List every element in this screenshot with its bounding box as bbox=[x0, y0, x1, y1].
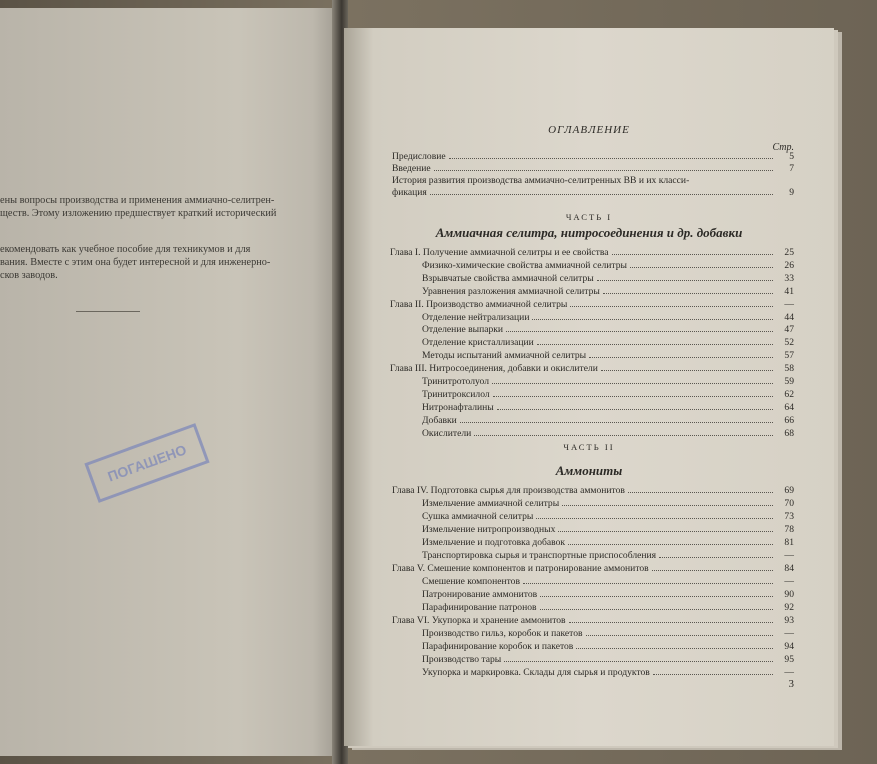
toc-entry-title: Глава V. Смешение компонентов и патронирование аммонитов bbox=[392, 563, 649, 574]
toc-entry-page: 9 bbox=[789, 187, 794, 198]
toc-entry-page: 64 bbox=[784, 401, 794, 413]
toc-entry-page: 7 bbox=[789, 163, 794, 174]
toc-entry-page: 84 bbox=[784, 563, 794, 574]
toc-entry-page: — bbox=[784, 667, 794, 678]
toc-entry-page: 62 bbox=[784, 388, 794, 400]
toc-entry bbox=[390, 246, 794, 259]
dot-leader bbox=[612, 246, 773, 255]
dot-leader bbox=[540, 588, 773, 597]
toc-entry-page: 47 bbox=[784, 324, 794, 336]
toc-entry bbox=[422, 311, 794, 324]
toc-entry-title: Производство тары bbox=[422, 654, 502, 665]
toc-entry-title: Уравнения разложения аммиачной селитры bbox=[422, 285, 600, 297]
toc-entry-page: 57 bbox=[784, 350, 794, 362]
toc-entry bbox=[422, 536, 794, 549]
toc-entry-page: 25 bbox=[784, 247, 794, 258]
dot-leader bbox=[630, 259, 773, 268]
toc-entry-title: Производство гильз, коробок и пакетов bbox=[422, 628, 583, 639]
left-line: ществ. Этому изложению предшествует краткий исторический bbox=[0, 208, 277, 219]
dot-leader bbox=[652, 562, 773, 571]
left-line: вания. Вместе с этим она будет интересной и для инженерно- bbox=[0, 257, 271, 268]
toc-entry-page: 95 bbox=[784, 654, 794, 665]
dot-leader bbox=[562, 497, 773, 506]
dot-leader bbox=[597, 272, 773, 281]
page-number: 3 bbox=[788, 678, 794, 690]
dot-leader bbox=[460, 414, 773, 423]
toc-entry bbox=[422, 510, 794, 523]
toc-entry bbox=[422, 497, 794, 510]
toc-entry bbox=[422, 388, 794, 401]
divider-rule bbox=[76, 311, 140, 312]
left-page-text bbox=[0, 194, 330, 282]
dot-leader bbox=[653, 666, 773, 675]
toc-entry-page: — bbox=[784, 550, 794, 561]
left-line: сков заводов. bbox=[0, 270, 58, 281]
library-stamp: ПОГАШЕНО bbox=[84, 423, 209, 503]
toc-entry-title: Окислители bbox=[422, 427, 472, 439]
dot-leader bbox=[570, 298, 773, 307]
toc-entry-page: 93 bbox=[784, 615, 794, 626]
toc-entry-title: Парафинирование патронов bbox=[422, 602, 537, 613]
toc-entry bbox=[390, 362, 794, 375]
dot-leader bbox=[523, 575, 773, 584]
toc-entry bbox=[392, 484, 794, 497]
toc-entry-page: 70 bbox=[784, 498, 794, 509]
left-page bbox=[0, 8, 340, 756]
dot-leader bbox=[532, 311, 773, 320]
toc-entry bbox=[422, 575, 794, 588]
toc-entry bbox=[422, 272, 794, 285]
toc-entry-title: Нитронафталины bbox=[422, 401, 494, 413]
left-line: ены вопросы производства и применения аммиачно-селитрен- bbox=[0, 195, 275, 206]
toc-title: ОГЛАВЛЕНИЕ bbox=[548, 124, 630, 136]
toc-entry-page: — bbox=[784, 576, 794, 587]
dot-leader bbox=[568, 536, 773, 545]
toc-entry bbox=[422, 401, 794, 414]
toc-entry-page: 58 bbox=[784, 363, 794, 375]
toc-entry-page: — bbox=[784, 628, 794, 639]
toc-entry-title: Измельчение нитропроизводных bbox=[422, 524, 556, 535]
right-page bbox=[344, 28, 834, 746]
dot-leader bbox=[506, 323, 773, 332]
dot-leader bbox=[692, 174, 773, 183]
toc-entry bbox=[392, 562, 794, 575]
toc-entry bbox=[422, 414, 794, 427]
dot-leader bbox=[601, 362, 773, 371]
dot-leader bbox=[537, 336, 773, 345]
dot-leader bbox=[492, 375, 773, 384]
toc-entry bbox=[422, 336, 794, 349]
toc-entry-title: Глава III. Нитросоединения, добавки и окислители bbox=[390, 363, 598, 375]
toc-entry-page: 94 bbox=[784, 641, 794, 652]
toc-entry bbox=[422, 640, 794, 653]
toc-entry-title: Измельчение и подготовка добавок bbox=[422, 537, 566, 548]
toc-entry-title: Транспортировка сырья и транспортные приспособления bbox=[422, 550, 657, 561]
toc-entry-title: Предисловие bbox=[392, 151, 446, 162]
toc-entry-page: 44 bbox=[784, 311, 794, 323]
dot-leader bbox=[449, 150, 773, 159]
toc-entry-title: Глава VI. Укупорка и хранение аммонитов bbox=[392, 615, 566, 626]
toc-entry bbox=[422, 666, 794, 679]
toc-entry-page: — bbox=[784, 298, 794, 310]
part-2-title: Аммониты bbox=[555, 463, 623, 478]
dot-leader bbox=[540, 601, 773, 610]
toc-entry-title: Глава I. Получение аммиачной селитры и ее свойства bbox=[390, 247, 609, 258]
toc-entry-page: 59 bbox=[784, 376, 794, 387]
toc-entry-page: 90 bbox=[784, 589, 794, 600]
toc-entry-page: 68 bbox=[784, 427, 794, 439]
toc-entry-title: Отделение нейтрализации bbox=[422, 311, 530, 323]
dot-leader bbox=[474, 427, 773, 436]
dot-leader bbox=[493, 388, 773, 397]
toc-entry bbox=[422, 427, 794, 440]
dot-leader bbox=[659, 549, 773, 558]
table-of-contents bbox=[344, 28, 834, 746]
toc-entry-title: Взрывчатые свойства аммиачной селитры bbox=[422, 272, 594, 284]
toc-entry-title: Измельчение аммиачной селитры bbox=[422, 498, 560, 509]
toc-entry-title: Введение bbox=[392, 163, 431, 174]
toc-entry-page: 92 bbox=[784, 602, 794, 613]
toc-entry bbox=[422, 285, 794, 298]
toc-entry-title: Отделение кристаллизации bbox=[422, 337, 534, 349]
toc-entry-title: Парафинирование коробок и пакетов bbox=[422, 641, 574, 652]
part-2-label: ЧАСТЬ II bbox=[563, 442, 615, 452]
toc-entry-title: Отделение выпарки bbox=[422, 324, 504, 336]
toc-entry-page: 52 bbox=[784, 337, 794, 349]
toc-entry-title: Физико-химические свойства аммиачной селитры bbox=[422, 259, 627, 271]
toc-entry-page: 81 bbox=[784, 537, 794, 548]
toc-entry-page: 69 bbox=[784, 485, 794, 496]
toc-entry-title: Глава IV. Подготовка сырья для производства аммонитов bbox=[392, 485, 625, 496]
toc-entry bbox=[422, 627, 794, 640]
toc-entry bbox=[422, 549, 794, 562]
toc-entry-title: Методы испытаний аммиачной селитры bbox=[422, 350, 587, 362]
toc-entry-page: 66 bbox=[784, 414, 794, 426]
toc-entry bbox=[422, 375, 794, 388]
dot-leader bbox=[569, 614, 773, 623]
toc-entry-title: Сушка аммиачной селитры bbox=[422, 511, 534, 522]
toc-entry-title: Смешение компонентов bbox=[422, 576, 521, 587]
toc-entry-page: 41 bbox=[784, 285, 794, 297]
toc-entry bbox=[422, 323, 794, 336]
toc-entry-title: Глава II. Производство аммиачной селитры bbox=[390, 298, 568, 310]
dot-leader bbox=[589, 349, 773, 358]
toc-entry bbox=[392, 614, 794, 627]
toc-entry-title: фикация bbox=[392, 187, 427, 198]
left-line: екомендовать как учебное пособие для техникумов и для bbox=[0, 244, 251, 255]
toc-entry bbox=[422, 588, 794, 601]
dot-leader bbox=[430, 186, 773, 195]
toc-entry bbox=[422, 349, 794, 362]
toc-entry-page: 73 bbox=[784, 511, 794, 522]
dot-leader bbox=[586, 627, 773, 636]
dot-leader bbox=[603, 285, 773, 294]
page-column-label: Стр. bbox=[772, 142, 794, 153]
toc-entry bbox=[390, 298, 794, 311]
dot-leader bbox=[536, 510, 773, 519]
toc-entry bbox=[422, 259, 794, 272]
toc-entry-title: Укупорка и маркировка. Склады для сырья и продуктов bbox=[422, 667, 650, 678]
toc-entry-page: 26 bbox=[784, 259, 794, 271]
toc-entry-page: 78 bbox=[784, 524, 794, 535]
toc-entry-page: 5 bbox=[789, 151, 794, 162]
part-1-title: Аммиачная селитра, нитросоединения и др. добавки bbox=[435, 225, 743, 240]
toc-entry-title: Тринитротолуол bbox=[422, 376, 490, 387]
toc-entry bbox=[422, 601, 794, 614]
toc-entry bbox=[392, 186, 794, 199]
toc-entry-page: 33 bbox=[784, 272, 794, 284]
dot-leader bbox=[434, 162, 773, 171]
dot-leader bbox=[558, 523, 773, 532]
toc-entry-title: История развития производства аммиачно-селитренных ВВ и их класси- bbox=[392, 175, 690, 186]
dot-leader bbox=[504, 653, 773, 662]
dot-leader bbox=[628, 484, 773, 493]
part-1-label: ЧАСТЬ I bbox=[565, 212, 613, 222]
toc-entry-title: Тринитроксилол bbox=[422, 388, 490, 400]
toc-entry bbox=[422, 523, 794, 536]
toc-entry-title: Добавки bbox=[422, 414, 457, 426]
dot-leader bbox=[497, 401, 773, 410]
toc-entry bbox=[422, 653, 794, 666]
dot-leader bbox=[576, 640, 773, 649]
toc-entry-title: Патронирование аммонитов bbox=[422, 589, 538, 600]
left-line bbox=[0, 220, 330, 233]
